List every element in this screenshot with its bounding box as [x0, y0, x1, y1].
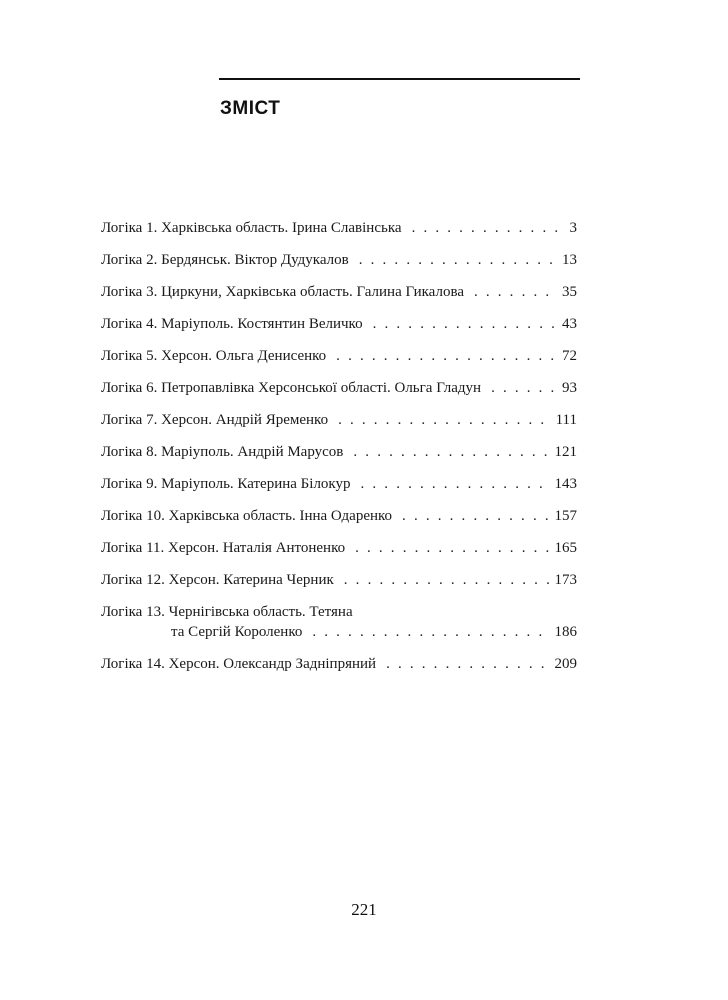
toc-entry-label: Логіка 2. Бердянськ. Віктор Дудукалов: [101, 252, 349, 268]
page-title: ЗМІСТ: [220, 98, 281, 119]
toc-entry-label: Логіка 10. Харківська область. Інна Одаренко: [101, 508, 393, 524]
toc-entry-page: 3: [569, 220, 577, 236]
toc-leader-dots: [353, 442, 548, 462]
toc-entry-label-continued: та Сергій Короленко: [171, 624, 303, 640]
toc-entry-page: 165: [554, 540, 577, 556]
toc-leader-dots: [359, 250, 556, 270]
toc-entry-page: 43: [562, 316, 577, 332]
toc-entry-label: Логіка 4. Маріуполь. Костянтин Величко: [101, 316, 363, 332]
toc-entry[interactable]: [101, 570, 577, 590]
toc-entry[interactable]: [101, 654, 577, 674]
toc-entry-label: Логіка 13. Чернігівська область. Тетяна: [101, 604, 353, 620]
toc-entry[interactable]: [101, 282, 577, 302]
toc-entry[interactable]: [101, 538, 577, 558]
toc-entry-page: 157: [554, 508, 577, 524]
top-rule: [219, 78, 580, 80]
toc-leader-dots: [344, 570, 549, 590]
toc-entry-page: 209: [554, 656, 577, 672]
toc-entry-page: 143: [554, 476, 577, 492]
toc-entry[interactable]: [101, 218, 577, 238]
toc-entry[interactable]: [101, 474, 577, 494]
toc-entry-page: 93: [562, 380, 577, 396]
toc-entry-label: Логіка 6. Петропавлівка Херсонської області. Ольга Гладун: [101, 380, 482, 396]
toc-entry-page: 111: [555, 412, 577, 428]
toc-entry[interactable]: [101, 506, 577, 526]
toc-entry-label: Логіка 1. Харківська область. Ірина Славінська: [101, 220, 402, 236]
toc-leader-dots: [386, 654, 548, 674]
toc-entry-label: Логіка 11. Херсон. Наталія Антоненко: [101, 540, 346, 556]
toc-leader-dots: [474, 282, 556, 302]
toc-entry-label: Логіка 3. Циркуни, Харківська область. Галина Гикалова: [101, 284, 464, 300]
toc-entry-page: 35: [562, 284, 577, 300]
toc-entry-label: Логіка 8. Маріуполь. Андрій Марусов: [101, 444, 344, 460]
toc-entry-page: 173: [554, 572, 577, 588]
toc-entry-page: 13: [562, 252, 577, 268]
toc-leader-dots: [491, 378, 556, 398]
toc-entry-label: Логіка 9. Маріуполь. Катерина Білокур: [101, 476, 351, 492]
toc-leader-dots: [373, 314, 556, 334]
toc-entry-page: 186: [554, 624, 577, 640]
toc-leader-dots: [338, 410, 550, 430]
toc-entry-label: Логіка 14. Херсон. Олександр Задніпряний: [101, 656, 377, 672]
toc-entry[interactable]: [101, 442, 577, 462]
toc-entry[interactable]: [101, 410, 577, 430]
toc-leader-dots: [336, 346, 556, 366]
table-of-contents: [101, 218, 577, 686]
toc-entry-page: 121: [554, 444, 577, 460]
page-number: 221: [351, 900, 377, 919]
toc-entry[interactable]: [101, 602, 577, 642]
toc-entry-label: Логіка 12. Херсон. Катерина Черник: [101, 572, 334, 588]
toc-leader-dots: [361, 474, 549, 494]
toc-entry-label: Логіка 5. Херсон. Ольга Денисенко: [101, 348, 327, 364]
toc-entry[interactable]: [101, 314, 577, 334]
toc-leader-dots: [312, 622, 548, 642]
toc-entry[interactable]: [101, 378, 577, 398]
toc-entry[interactable]: [101, 250, 577, 270]
toc-entry-label: Логіка 7. Херсон. Андрій Яременко: [101, 412, 329, 428]
toc-leader-dots: [412, 218, 564, 238]
toc-entry[interactable]: [101, 346, 577, 366]
toc-leader-dots: [402, 506, 548, 526]
toc-entry-page: 72: [562, 348, 577, 364]
toc-leader-dots: [355, 538, 548, 558]
